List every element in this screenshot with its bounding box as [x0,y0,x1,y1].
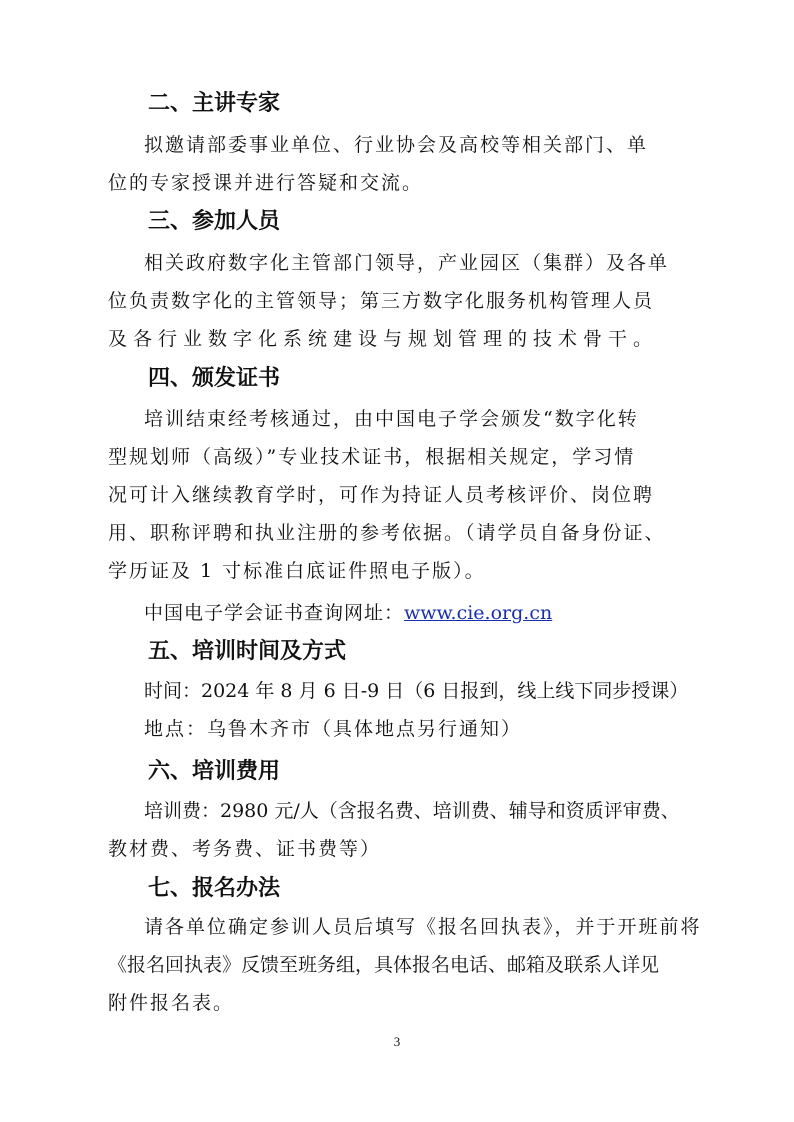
section-heading-fees: 六、培训费用 [148,759,281,784]
paragraph-line: 及各行业数字化系统建设与规划管理的技术骨干。 [108,328,659,350]
paragraph-line: 《报名回执表》反馈至班务组，具体报名电话、邮箱及联系人详见 [108,954,660,976]
paragraph-line: 培训费：2980 元/人（含报名费、培训费、辅导和资质评审费、 [144,800,680,822]
certificate-query-line [108,594,688,632]
paragraph-line: 型规划师（高级）”专业技术证书，根据相关规定，学习情 [108,446,636,468]
paragraph-line: 地点：乌鲁木齐市（具体地点另行通知） [144,718,523,740]
paragraph-line: 相关政府数字化主管部门领导，产业园区（集群）及各单 [144,252,670,274]
paragraph-line: 用、职称评聘和执业注册的参考依据。（请学员自备身份证、 [108,522,666,544]
section-heading-certificate: 四、颁发证书 [148,366,281,391]
section-heading-participants: 三、参加人员 [148,209,281,234]
paragraph-line: 时间：2024 年 8 月 6 日-9 日（6 日报到，线上线下同步授课） [144,680,689,702]
paragraph-line: 况可计入继续教育学时，可作为持证人员考核评价、岗位聘 [108,484,655,506]
paragraph-line: 附件报名表。 [108,992,235,1014]
paragraph-line: 请各单位确定参训人员后填写《报名回执表》，并于开班前将 [144,916,702,938]
section-heading-experts: 二、主讲专家 [148,91,281,116]
section-heading-registration: 七、报名办法 [148,876,281,901]
paragraph-line: 学历证及 1 寸标准白底证件照电子版）。 [108,560,486,582]
paragraph-line: 位负责数字化的主管领导；第三方数字化服务机构管理人员 [108,290,655,312]
certificate-query-label: 中国电子学会证书查询网址： [144,602,405,624]
page-number: 3 [393,1034,401,1049]
section-heading-schedule: 五、培训时间及方式 [148,639,347,664]
paragraph-line: 教材费、考务费、证书费等） [108,838,382,860]
paragraph-line: 拟邀请部委事业单位、行业协会及高校等相关部门、单 [144,134,649,156]
paragraph-line: 位的专家授课并进行答疑和交流。 [108,172,424,194]
certificate-query-link[interactable]: www.cie.org.cn [404,602,553,624]
paragraph-line: 培训结束经考核通过，由中国电子学会颁发“数字化转 [144,408,639,430]
